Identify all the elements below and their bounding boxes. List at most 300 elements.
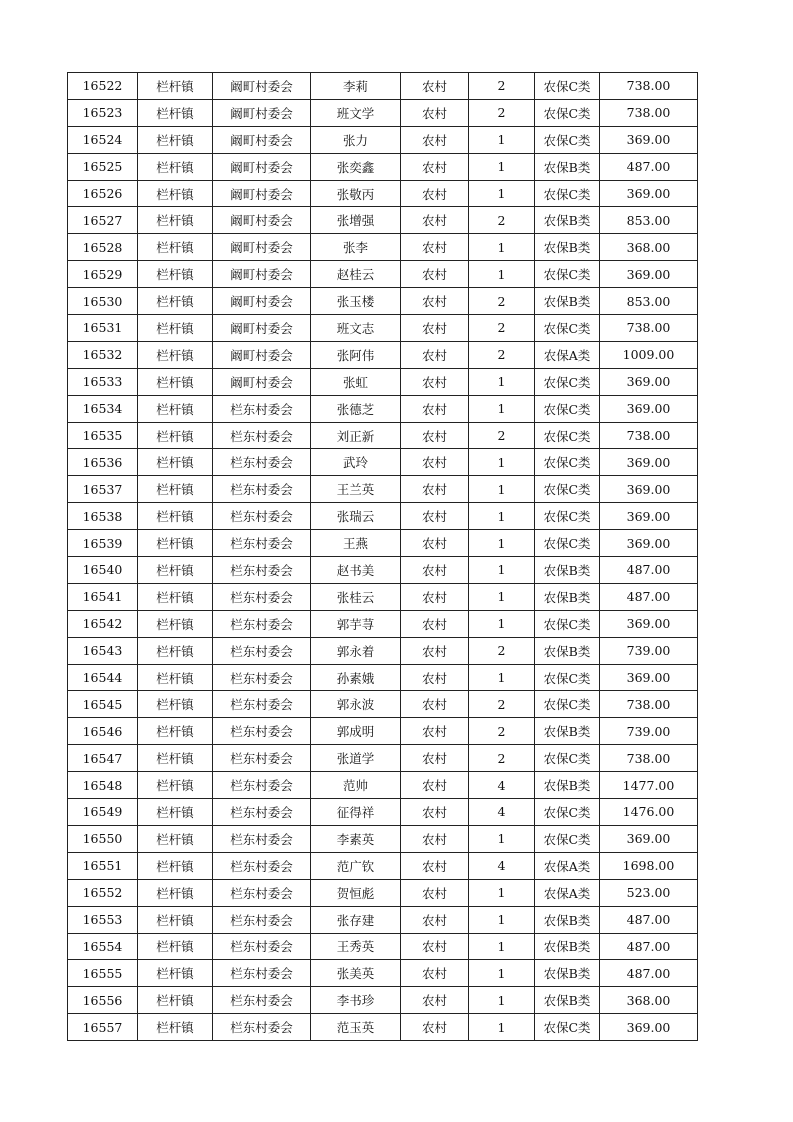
cell-village: 栏东村委会 [213, 1014, 311, 1041]
table-row [68, 960, 698, 987]
cell-name: 范广钦 [311, 852, 401, 879]
cell-town: 栏杆镇 [138, 637, 213, 664]
cell-id: 16550 [68, 825, 138, 852]
cell-category: 农保C类 [535, 1014, 600, 1041]
cell-id: 16547 [68, 745, 138, 772]
cell-category: 农保A类 [535, 341, 600, 368]
cell-name: 贺恒彪 [311, 879, 401, 906]
cell-area: 农村 [401, 799, 469, 826]
cell-area: 农村 [401, 772, 469, 799]
cell-amount: 739.00 [600, 637, 698, 664]
cell-amount: 369.00 [600, 395, 698, 422]
cell-area: 农村 [401, 906, 469, 933]
cell-village: 阚町村委会 [213, 315, 311, 342]
cell-id: 16545 [68, 691, 138, 718]
cell-category: 农保C类 [535, 799, 600, 826]
cell-amount: 1698.00 [600, 852, 698, 879]
cell-town: 栏杆镇 [138, 395, 213, 422]
cell-village: 栏东村委会 [213, 449, 311, 476]
cell-id: 16527 [68, 207, 138, 234]
cell-id: 16548 [68, 772, 138, 799]
cell-area: 农村 [401, 395, 469, 422]
cell-category: 农保B类 [535, 153, 600, 180]
cell-village: 栏东村委会 [213, 745, 311, 772]
cell-area: 农村 [401, 422, 469, 449]
cell-name: 李素英 [311, 825, 401, 852]
cell-category: 农保B类 [535, 987, 600, 1014]
cell-area: 农村 [401, 691, 469, 718]
cell-amount: 487.00 [600, 153, 698, 180]
cell-id: 16543 [68, 637, 138, 664]
cell-id: 16536 [68, 449, 138, 476]
cell-town: 栏杆镇 [138, 288, 213, 315]
cell-amount: 487.00 [600, 906, 698, 933]
cell-area: 农村 [401, 261, 469, 288]
cell-name: 张阿伟 [311, 341, 401, 368]
table-row [68, 987, 698, 1014]
cell-id: 16553 [68, 906, 138, 933]
cell-name: 郭芋荨 [311, 610, 401, 637]
cell-count: 1 [469, 825, 535, 852]
cell-count: 1 [469, 583, 535, 610]
cell-name: 刘正新 [311, 422, 401, 449]
cell-count: 1 [469, 368, 535, 395]
cell-category: 农保C类 [535, 825, 600, 852]
cell-amount: 738.00 [600, 745, 698, 772]
cell-count: 2 [469, 73, 535, 100]
cell-village: 阚町村委会 [213, 73, 311, 100]
cell-name: 李莉 [311, 73, 401, 100]
cell-count: 1 [469, 395, 535, 422]
cell-amount: 853.00 [600, 288, 698, 315]
table-row [68, 99, 698, 126]
cell-name: 张瑞云 [311, 503, 401, 530]
cell-village: 栏东村委会 [213, 825, 311, 852]
cell-category: 农保C类 [535, 368, 600, 395]
cell-count: 1 [469, 530, 535, 557]
table-row [68, 261, 698, 288]
cell-town: 栏杆镇 [138, 1014, 213, 1041]
table-row [68, 315, 698, 342]
cell-amount: 487.00 [600, 583, 698, 610]
cell-town: 栏杆镇 [138, 718, 213, 745]
cell-count: 2 [469, 718, 535, 745]
table-row [68, 664, 698, 691]
cell-town: 栏杆镇 [138, 234, 213, 261]
cell-amount: 368.00 [600, 987, 698, 1014]
cell-town: 栏杆镇 [138, 368, 213, 395]
cell-amount: 369.00 [600, 261, 698, 288]
cell-town: 栏杆镇 [138, 503, 213, 530]
cell-amount: 369.00 [600, 476, 698, 503]
cell-count: 1 [469, 987, 535, 1014]
cell-amount: 853.00 [600, 207, 698, 234]
cell-town: 栏杆镇 [138, 341, 213, 368]
cell-count: 4 [469, 772, 535, 799]
cell-count: 1 [469, 476, 535, 503]
table-body [68, 73, 698, 1041]
cell-village: 阚町村委会 [213, 368, 311, 395]
cell-category: 农保C类 [535, 73, 600, 100]
table-row [68, 772, 698, 799]
cell-category: 农保B类 [535, 772, 600, 799]
cell-category: 农保C类 [535, 449, 600, 476]
cell-village: 阚町村委会 [213, 288, 311, 315]
table-row [68, 126, 698, 153]
cell-area: 农村 [401, 852, 469, 879]
cell-village: 栏东村委会 [213, 557, 311, 584]
cell-name: 范帅 [311, 772, 401, 799]
table-row [68, 745, 698, 772]
cell-village: 阚町村委会 [213, 234, 311, 261]
cell-town: 栏杆镇 [138, 153, 213, 180]
cell-area: 农村 [401, 557, 469, 584]
cell-town: 栏杆镇 [138, 610, 213, 637]
table-row [68, 637, 698, 664]
cell-village: 阚町村委会 [213, 180, 311, 207]
cell-id: 16538 [68, 503, 138, 530]
table-row [68, 368, 698, 395]
cell-village: 栏东村委会 [213, 664, 311, 691]
table-row [68, 906, 698, 933]
cell-village: 栏东村委会 [213, 852, 311, 879]
cell-id: 16526 [68, 180, 138, 207]
cell-name: 班文学 [311, 99, 401, 126]
cell-village: 栏东村委会 [213, 933, 311, 960]
cell-id: 16533 [68, 368, 138, 395]
cell-amount: 369.00 [600, 610, 698, 637]
cell-amount: 369.00 [600, 449, 698, 476]
cell-village: 阚町村委会 [213, 99, 311, 126]
cell-category: 农保B类 [535, 637, 600, 664]
cell-village: 栏东村委会 [213, 772, 311, 799]
cell-id: 16531 [68, 315, 138, 342]
cell-town: 栏杆镇 [138, 126, 213, 153]
cell-town: 栏杆镇 [138, 987, 213, 1014]
cell-count: 1 [469, 906, 535, 933]
cell-town: 栏杆镇 [138, 315, 213, 342]
cell-area: 农村 [401, 315, 469, 342]
cell-town: 栏杆镇 [138, 557, 213, 584]
cell-category: 农保C类 [535, 99, 600, 126]
table-row [68, 395, 698, 422]
cell-area: 农村 [401, 637, 469, 664]
cell-id: 16524 [68, 126, 138, 153]
cell-name: 张力 [311, 126, 401, 153]
table-row [68, 1014, 698, 1041]
cell-village: 栏东村委会 [213, 395, 311, 422]
cell-id: 16552 [68, 879, 138, 906]
cell-town: 栏杆镇 [138, 530, 213, 557]
cell-category: 农保C类 [535, 530, 600, 557]
cell-name: 王燕 [311, 530, 401, 557]
cell-category: 农保B类 [535, 960, 600, 987]
cell-area: 农村 [401, 449, 469, 476]
cell-category: 农保C类 [535, 315, 600, 342]
cell-area: 农村 [401, 476, 469, 503]
cell-amount: 487.00 [600, 557, 698, 584]
cell-name: 孙素娥 [311, 664, 401, 691]
cell-town: 栏杆镇 [138, 583, 213, 610]
cell-name: 张玉楼 [311, 288, 401, 315]
cell-name: 范玉英 [311, 1014, 401, 1041]
cell-town: 栏杆镇 [138, 261, 213, 288]
cell-id: 16546 [68, 718, 138, 745]
cell-count: 2 [469, 422, 535, 449]
cell-category: 农保C类 [535, 691, 600, 718]
cell-category: 农保C类 [535, 664, 600, 691]
cell-village: 栏东村委会 [213, 718, 311, 745]
cell-town: 栏杆镇 [138, 933, 213, 960]
cell-amount: 738.00 [600, 691, 698, 718]
cell-count: 2 [469, 207, 535, 234]
cell-id: 16534 [68, 395, 138, 422]
cell-amount: 738.00 [600, 315, 698, 342]
cell-category: 农保B类 [535, 583, 600, 610]
cell-count: 2 [469, 691, 535, 718]
cell-town: 栏杆镇 [138, 691, 213, 718]
cell-town: 栏杆镇 [138, 879, 213, 906]
cell-category: 农保C类 [535, 745, 600, 772]
cell-count: 4 [469, 852, 535, 879]
cell-count: 2 [469, 315, 535, 342]
cell-area: 农村 [401, 234, 469, 261]
cell-area: 农村 [401, 745, 469, 772]
cell-area: 农村 [401, 207, 469, 234]
cell-amount: 738.00 [600, 422, 698, 449]
cell-count: 1 [469, 664, 535, 691]
table-row [68, 530, 698, 557]
table-row [68, 153, 698, 180]
cell-amount: 369.00 [600, 503, 698, 530]
cell-category: 农保C类 [535, 476, 600, 503]
cell-village: 栏东村委会 [213, 583, 311, 610]
cell-name: 郭永着 [311, 637, 401, 664]
cell-category: 农保A类 [535, 852, 600, 879]
cell-name: 张虹 [311, 368, 401, 395]
cell-town: 栏杆镇 [138, 99, 213, 126]
cell-count: 1 [469, 126, 535, 153]
cell-area: 农村 [401, 180, 469, 207]
cell-count: 1 [469, 153, 535, 180]
cell-area: 农村 [401, 99, 469, 126]
cell-village: 栏东村委会 [213, 879, 311, 906]
table-row [68, 207, 698, 234]
cell-category: 农保B类 [535, 557, 600, 584]
cell-village: 阚町村委会 [213, 153, 311, 180]
cell-area: 农村 [401, 288, 469, 315]
cell-town: 栏杆镇 [138, 664, 213, 691]
cell-town: 栏杆镇 [138, 73, 213, 100]
cell-count: 2 [469, 637, 535, 664]
cell-village: 阚町村委会 [213, 341, 311, 368]
cell-name: 张存建 [311, 906, 401, 933]
cell-count: 1 [469, 180, 535, 207]
cell-id: 16535 [68, 422, 138, 449]
cell-area: 农村 [401, 610, 469, 637]
table-row [68, 422, 698, 449]
cell-category: 农保B类 [535, 207, 600, 234]
cell-id: 16525 [68, 153, 138, 180]
cell-area: 农村 [401, 825, 469, 852]
cell-amount: 738.00 [600, 73, 698, 100]
cell-amount: 739.00 [600, 718, 698, 745]
cell-name: 张增强 [311, 207, 401, 234]
cell-village: 栏东村委会 [213, 610, 311, 637]
cell-name: 张道学 [311, 745, 401, 772]
cell-amount: 368.00 [600, 234, 698, 261]
cell-name: 张桂云 [311, 583, 401, 610]
cell-id: 16529 [68, 261, 138, 288]
cell-area: 农村 [401, 341, 469, 368]
cell-area: 农村 [401, 368, 469, 395]
cell-name: 班文志 [311, 315, 401, 342]
cell-id: 16554 [68, 933, 138, 960]
cell-id: 16544 [68, 664, 138, 691]
cell-village: 栏东村委会 [213, 960, 311, 987]
cell-category: 农保B类 [535, 933, 600, 960]
cell-area: 农村 [401, 583, 469, 610]
cell-amount: 1009.00 [600, 341, 698, 368]
cell-category: 农保C类 [535, 503, 600, 530]
cell-village: 阚町村委会 [213, 126, 311, 153]
cell-town: 栏杆镇 [138, 772, 213, 799]
cell-id: 16528 [68, 234, 138, 261]
cell-area: 农村 [401, 879, 469, 906]
cell-amount: 369.00 [600, 664, 698, 691]
cell-name: 张李 [311, 234, 401, 261]
table-row [68, 288, 698, 315]
cell-village: 栏东村委会 [213, 422, 311, 449]
cell-count: 1 [469, 610, 535, 637]
cell-category: 农保C类 [535, 180, 600, 207]
cell-village: 栏东村委会 [213, 503, 311, 530]
table-row [68, 234, 698, 261]
cell-village: 阚町村委会 [213, 207, 311, 234]
table-row [68, 691, 698, 718]
cell-area: 农村 [401, 933, 469, 960]
cell-amount: 369.00 [600, 126, 698, 153]
cell-area: 农村 [401, 718, 469, 745]
cell-area: 农村 [401, 503, 469, 530]
table-row [68, 73, 698, 100]
cell-name: 武玲 [311, 449, 401, 476]
cell-amount: 369.00 [600, 825, 698, 852]
cell-name: 张美英 [311, 960, 401, 987]
cell-village: 栏东村委会 [213, 530, 311, 557]
cell-count: 1 [469, 1014, 535, 1041]
cell-village: 栏东村委会 [213, 987, 311, 1014]
table-row [68, 449, 698, 476]
cell-id: 16542 [68, 610, 138, 637]
cell-name: 郭永波 [311, 691, 401, 718]
cell-category: 农保B类 [535, 718, 600, 745]
cell-id: 16522 [68, 73, 138, 100]
cell-name: 赵书美 [311, 557, 401, 584]
cell-category: 农保C类 [535, 395, 600, 422]
table-row [68, 718, 698, 745]
cell-area: 农村 [401, 987, 469, 1014]
table-row [68, 852, 698, 879]
cell-village: 栏东村委会 [213, 691, 311, 718]
table-row [68, 503, 698, 530]
cell-count: 1 [469, 261, 535, 288]
cell-town: 栏杆镇 [138, 449, 213, 476]
cell-id: 16555 [68, 960, 138, 987]
cell-id: 16530 [68, 288, 138, 315]
cell-amount: 369.00 [600, 1014, 698, 1041]
cell-area: 农村 [401, 960, 469, 987]
cell-town: 栏杆镇 [138, 799, 213, 826]
cell-name: 郭成明 [311, 718, 401, 745]
cell-village: 栏东村委会 [213, 906, 311, 933]
cell-count: 1 [469, 234, 535, 261]
cell-category: 农保A类 [535, 879, 600, 906]
cell-area: 农村 [401, 153, 469, 180]
cell-name: 张敬丙 [311, 180, 401, 207]
cell-count: 2 [469, 288, 535, 315]
cell-area: 农村 [401, 126, 469, 153]
cell-area: 农村 [401, 1014, 469, 1041]
cell-category: 农保C类 [535, 126, 600, 153]
cell-area: 农村 [401, 530, 469, 557]
table-row [68, 610, 698, 637]
cell-id: 16540 [68, 557, 138, 584]
cell-amount: 738.00 [600, 99, 698, 126]
cell-id: 16537 [68, 476, 138, 503]
cell-id: 16541 [68, 583, 138, 610]
cell-amount: 369.00 [600, 180, 698, 207]
cell-town: 栏杆镇 [138, 422, 213, 449]
cell-amount: 487.00 [600, 933, 698, 960]
cell-name: 王兰英 [311, 476, 401, 503]
cell-category: 农保C类 [535, 261, 600, 288]
cell-town: 栏杆镇 [138, 476, 213, 503]
cell-name: 张德芝 [311, 395, 401, 422]
cell-amount: 369.00 [600, 530, 698, 557]
cell-village: 阚町村委会 [213, 261, 311, 288]
table-row [68, 933, 698, 960]
table-row [68, 180, 698, 207]
cell-category: 农保C类 [535, 610, 600, 637]
cell-category: 农保B类 [535, 906, 600, 933]
cell-name: 征得祥 [311, 799, 401, 826]
cell-area: 农村 [401, 73, 469, 100]
cell-amount: 487.00 [600, 960, 698, 987]
cell-id: 16539 [68, 530, 138, 557]
cell-name: 李书珍 [311, 987, 401, 1014]
cell-count: 2 [469, 745, 535, 772]
cell-amount: 1476.00 [600, 799, 698, 826]
cell-town: 栏杆镇 [138, 852, 213, 879]
table-row [68, 341, 698, 368]
cell-count: 1 [469, 557, 535, 584]
table-row [68, 799, 698, 826]
cell-id: 16556 [68, 987, 138, 1014]
cell-id: 16557 [68, 1014, 138, 1041]
cell-id: 16551 [68, 852, 138, 879]
cell-count: 1 [469, 960, 535, 987]
cell-amount: 369.00 [600, 368, 698, 395]
cell-town: 栏杆镇 [138, 825, 213, 852]
cell-town: 栏杆镇 [138, 207, 213, 234]
cell-village: 栏东村委会 [213, 799, 311, 826]
table-row [68, 557, 698, 584]
cell-category: 农保B类 [535, 288, 600, 315]
cell-count: 1 [469, 449, 535, 476]
table-row [68, 879, 698, 906]
subsidy-table [67, 72, 698, 1041]
